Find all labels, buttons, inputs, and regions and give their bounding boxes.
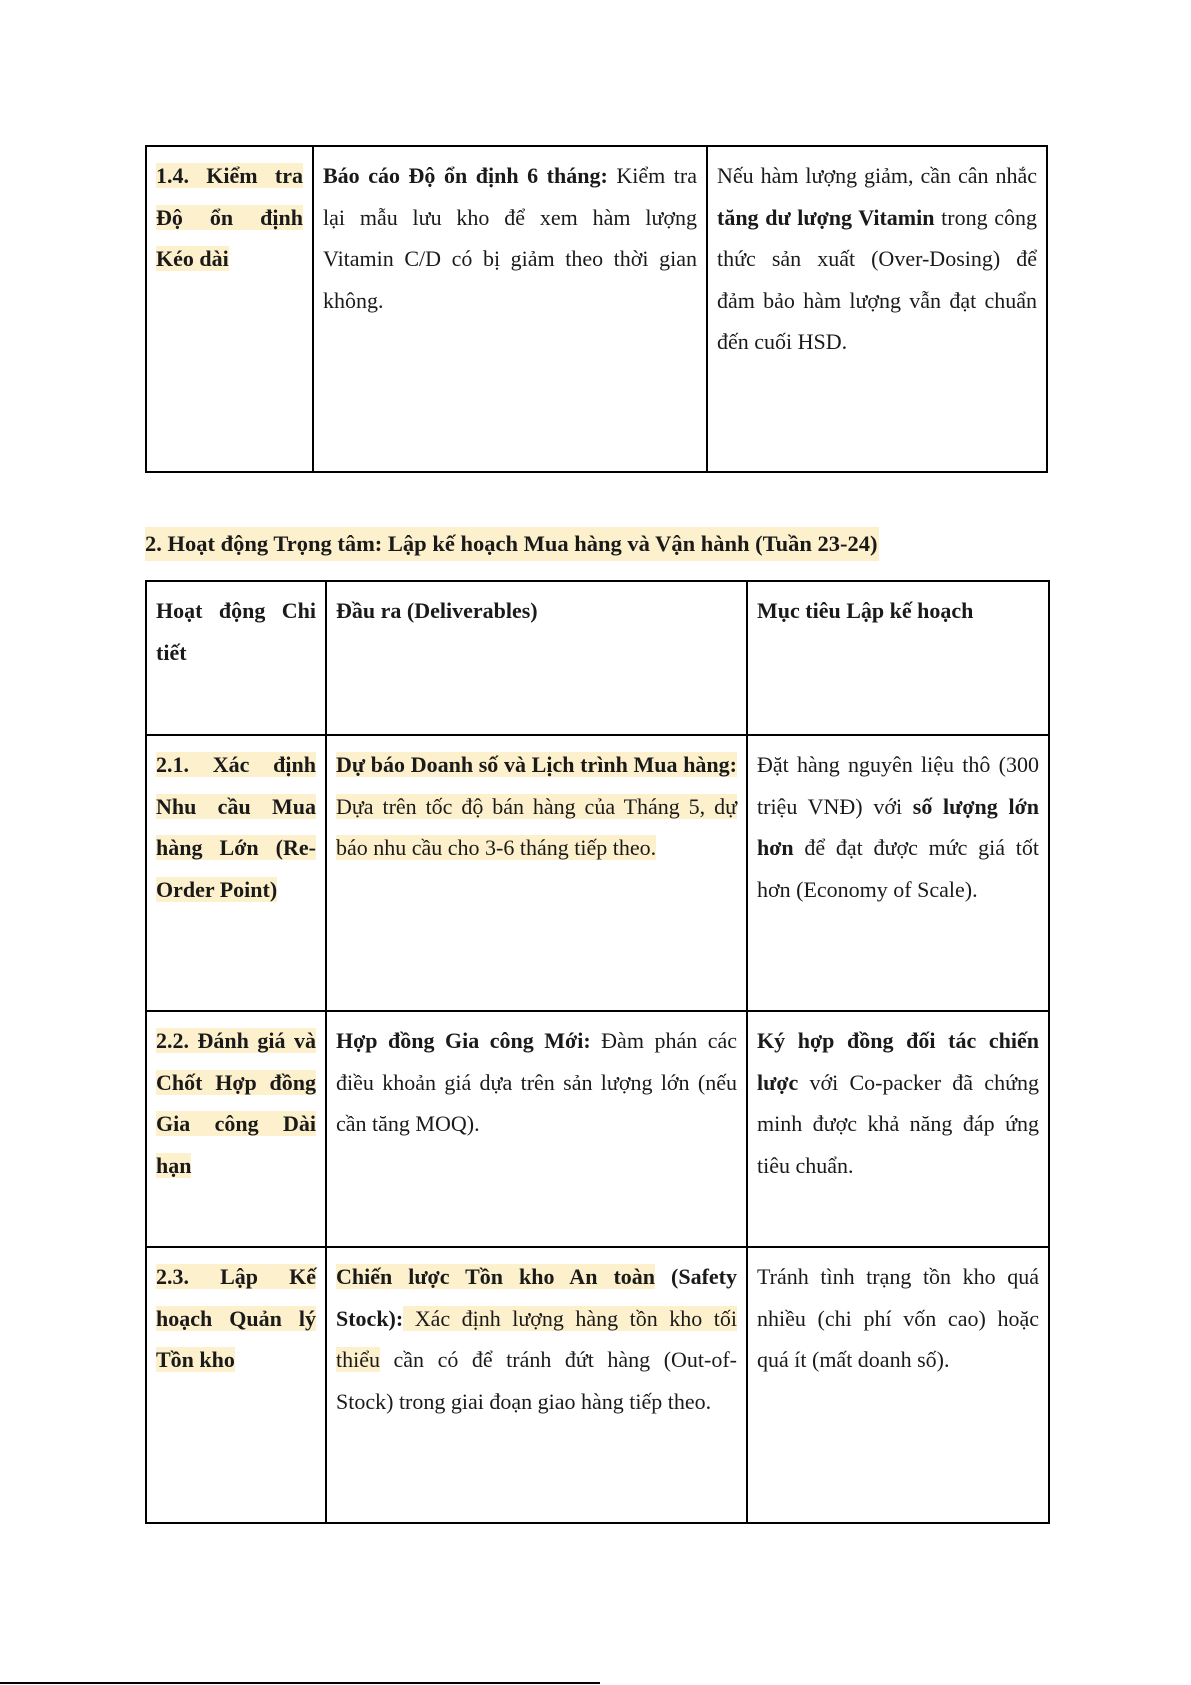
activity-cell: 2.2. Đánh giá và Chốt Hợp đồng Gia công Dài hạn [146,1011,326,1247]
table-row [146,1011,1049,1247]
table-row [146,1247,1049,1523]
deliverable-title: Dự báo Doanh số và Lịch trình Mua hàng: [336,752,737,777]
section-heading: 2. Hoạt động Trọng tâm: Lập kế hoạch Mua hàng và Vận hành (Tuần 23-24) [145,527,879,561]
deliverable-text: Kiểm tra lại mẫu lưu kho để xem hàm lượng Vitamin C/D có bị giảm theo thời gian không. [323,163,697,313]
goal-text-pre: Nếu hàm lượng giảm, cần cân nhắc [717,163,1037,188]
deliverable-cell: Chiến lược Tồn kho An toàn (Safety Stock): Xác định lượng hàng tồn kho tối thiểu cần có để tránh đứt hàng (Out-of-Stock) trong giai đoạn giao hàng tiếp theo. [326,1247,747,1523]
header-cell: Mục tiêu Lập kế hoạch [747,581,1049,735]
deliverable-cell [313,146,707,472]
goal-cell: Tránh tình trạng tồn kho quá nhiều (chi phí vốn cao) hoặc quá ít (mất doanh số). [747,1247,1049,1523]
activity-label: 1.4. Kiểm tra Độ ổn định Kéo dài [156,163,303,271]
goal-text-post: trong công thức sản xuất (Over-Dosing) để đảm bảo hàm lượng vẫn đạt chuẩn đến cuối HSD. [717,204,1037,354]
deliverable-cell [326,735,747,1011]
page-divider [0,1682,600,1684]
table-header-row [146,581,1049,735]
deliverable-text: cần có để tránh đứt hàng (Out-of-Stock) trong giai đoạn giao hàng tiếp theo. [336,1347,737,1414]
activity-cell [146,146,313,472]
header-cell: Đầu ra (Deliverables) [326,581,747,735]
header-cell: Hoạt động Chi tiết [146,581,326,735]
deliverable-title: Báo cáo Độ ổn định 6 tháng: [323,163,608,188]
table-row [146,735,1049,1011]
deliverable-cell [326,1011,747,1247]
stability-table [145,145,1048,473]
goal-cell: Đặt hàng nguyên liệu thô (300 triệu VNĐ) với số lượng lớn hơn để đạt được mức giá tốt hơn (Economy of Scale). [747,735,1049,1011]
goal-cell: Ký hợp đồng đối tác chiến lược với Co-packer đã chứng minh được khả năng đáp ứng tiêu chuẩn. [747,1011,1049,1247]
deliverable-title: Chiến lược Tồn kho An toàn [336,1264,656,1289]
deliverable-text: Đàm phán các điều khoản giá dựa trên sản lượng lớn (nếu cần tăng MOQ). [336,1028,738,1136]
table-row [146,146,1047,472]
deliverable-title: Hợp đồng Gia công Mới: [336,1028,591,1053]
activity-cell: 2.1. Xác định Nhu cầu Mua hàng Lớn (Re-Order Point) [146,735,326,1011]
goal-text-bold: tăng dư lượng Vitamin [717,204,935,230]
goal-cell [707,146,1047,472]
deliverable-text: Dựa trên tốc độ bán hàng của Tháng 5, dự báo nhu cầu cho 3-6 tháng tiếp theo. [336,793,737,860]
activity-cell: 2.3. Lập Kế hoạch Quản lý Tồn kho [146,1247,326,1523]
purchasing-table [145,580,1050,1524]
